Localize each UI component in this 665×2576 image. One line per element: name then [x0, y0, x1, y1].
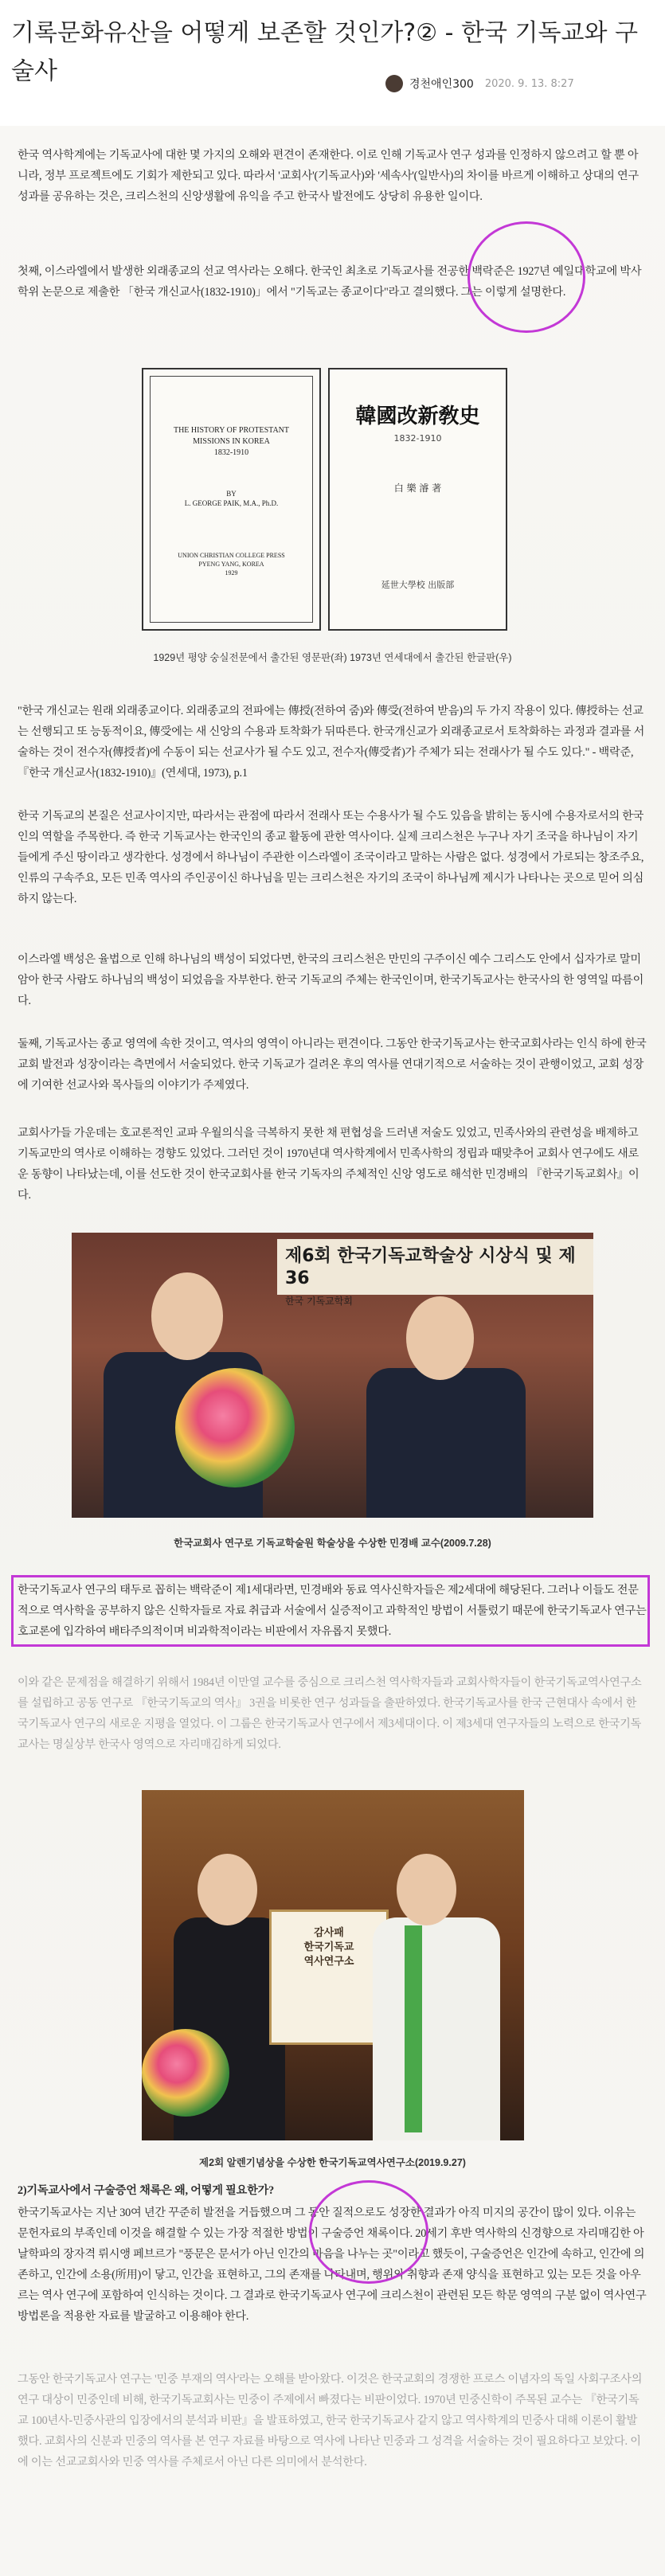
person-right-suit	[366, 1368, 526, 1518]
paragraph-minjung: 그동안 한국기독교사 연구는 '민중 부재의 역사'라는 오해를 받아왔다. 이것은 한국교회의 경쟁한 프로스 이념자의 독일 사회구조사의 연구 대상이 민중인데 비해, 한국기독교회사는 민중이 주제에서 빠졌다는 비판이었다. 1970년 민중신학이 주목된 교수는 『한국기독교 100년사-민중사관의 입장에서의 분석과 비판』을 발표하였고, 한국 한국기독교사 같지 않고 역사학계의 민중사 대해 이론이 활발했다. 교회사의 신분과 민중의 역사를 본 연구 자료를 바탕으로 역사에 나타난 민중과 그 성격을 서술하는 것이 필요하다고 보았다. 이에 이는 선교교회사와 민중 역사를 주체로서 아닌 다른 의미에서 분석한다.	[18, 2373, 643, 2469]
award-photo-2	[142, 1790, 524, 2140]
person-left-face	[151, 1272, 223, 1360]
paragraph-first-misconception: 첫째, 이스라엘에서 발생한 외래종교의 선교 역사라는 오해다. 한국인 최초로 기독교사를 전공한 백락준은 1927년 예일대학교에 박사학위 논문으로 제출한 「한국 개신교사(1832-1910)」에서 "기독교는 종교이다"라고 결의했다. 그는 이렇게 설명한다.	[18, 265, 642, 299]
highlight-box	[11, 1575, 650, 1647]
paragraph-intro: 한국 역사학계에는 기독교사에 대한 몇 가지의 오해와 편견이 존재한다. 이로 인해 기독교사 연구 성과를 인정하지 않으려고 할 뿐 아니라, 정부 프로젝트에도 기회가 제한되고 있다. 따라서 '교회사'(기독교사)와 '세속사'(일반사)의 차이를 바르게 이해하고 상대의 연구 성과를 공유하는 것은, 크리스천의 신앙생활에 유익을 주고 한국사 발전에도 상당히 유용한 일이다.	[18, 149, 639, 203]
book-cover-korean	[328, 368, 507, 631]
paragraph-israel: 이스라엘 백성은 율법으로 인해 하나님의 백성이 되었다면, 한국의 크리스천은 만민의 구주이신 예수 그리스도 안에서 십자가로 말미암아 한국 사람도 하나님의 백성이 되었음을 자부한다. 한국 기독교의 주체는 한국인이며, 한국기독교사는 한국사의 한 영역일 따름이다.	[18, 953, 644, 1007]
book-title-english: THE HISTORY OF PROTESTANT MISSIONS IN KOREA 1832-1910	[173, 426, 290, 457]
book-subtitle-korean: 1832-1910	[393, 433, 442, 444]
avatar-icon[interactable]	[385, 75, 403, 92]
paragraph-quote: "한국 개신교는 원래 외래종교이다. 외래종교의 전파에는 傳授(전하여 줌)와 傳受(전하여 받음)의 두 가지 작용이 있다. 傳授하는 선교는 선행되고 또 능동적이요, 傳受에는 새 신앙의 수용과 토착화가 뒤따른다. 한국개신교가 외래종교로서 토착화하는 과정과 결과를 서술하는 것이 전수자(傳授者)에 수동이 되는 선교사가 될 수도 있고, 전수자(傳受者)가 주체가 되는 전래사가 될 수도 있다." - 백락준, 『한국 개신교사(1832-1910)』(연세대, 1973), p.1	[18, 705, 645, 780]
award-photo-1	[72, 1233, 593, 1518]
flower-bouquet	[175, 1368, 295, 1487]
paragraph-oral-history: 한국기독교사는 지난 30여 년간 꾸준히 발전을 거듭했으며 그 동안 질적으로도 성장한 결과가 아직 미지의 공간이 많이 있다. 이유는 문헌자료의 부족인데 이것을 해결할 수 있는 가장 적절한 방법이 구술증언 채록이다. 20세기 후반 역사학의 신경향으로 자리매김한 아날학파의 장자격 뤼시앵 페브르가 "풍문은 문서가 아닌 인간의 마음을 나누는 곳"이라고 했듯이, 구술증언은 인간에 속하고, 인간에 의존하고, 인간에 소용(所用)이 닿고, 인간을 표현하고, 그의 존재를 나타내며, 행위와 취향과 존재 양식을 표현하고 있는 모든 것을 아우르는 역사 연구에 포함하여 인식하는 것이다. 그 결과로 한국기독교사 연구에 크리스천이 관련된 모든 학문 영역의 구분 없이 역사연구 방법론을 적용한 자료를 발굴하고 이용해야 한다.	[18, 2207, 647, 2323]
flower-arrangement	[142, 2029, 229, 2117]
book-author-korean: 白 樂 濬 著	[393, 483, 442, 494]
author-name[interactable]: 경천애인300	[409, 78, 474, 91]
award-caption-1: 한국교회사 연구로 기독교학술원 학술상을 수상한 민경배 교수(2009.7.28)	[174, 1538, 491, 1549]
book-author-english: BY L. GEORGE PAIK, M.A., Ph.D.	[184, 490, 279, 507]
paragraph-research-institute: 이와 같은 문제점을 해결하기 위해서 1984년 이만열 교수를 중심으로 크리스천 역사학자들과 교회사학자들이 한국기독교역사연구소를 설립하고 공동 연구로 『한국기독교의 역사』 3권을 비롯한 연구 성과들을 출판하였다. 한국기독교사를 한국 근현대사 속에서 한국기독교사 연구의 새로운 지평을 열었다. 이 그룹은 한국기독교사 연구에서 제3세대이다. 이 제3세대 연구자들의 노력으로 한국기독교사는 명실상부 한국사 영역으로 자리매김하게 되었다.	[18, 1676, 642, 1751]
photo-banner	[277, 1239, 593, 1307]
person-right-robe	[373, 1917, 500, 2140]
person-left-face	[198, 1854, 257, 1925]
highlight-circle	[467, 221, 585, 333]
book-title-korean: 韓國改新敎史	[355, 405, 480, 428]
green-stole	[405, 1925, 422, 2132]
book-caption: 1929년 평양 숭실전문에서 출간된 영문판(좌) 1973년 연세대에서 출간된 한글판(우)	[153, 652, 512, 663]
highlight-circle-2	[309, 2180, 428, 2284]
book-publisher-english: UNION CHRISTIAN COLLEGE PRESS PYENG YANG, KOREA 1929	[178, 552, 285, 577]
paragraph-church-historians: 교회사가들 가운데는 호교론적인 교파 우월의식을 극복하지 못한 채 편협성을 드러낸 저술도 있었고, 민족사와의 관련성을 배제하고 기독교만의 역사로 이해하는 경향도 있었다. 그러던 것이 1970년대 역사학계에서 민족사학의 정립과 때맞추어 교회사 연구에도 새로운 동향이 나타났는데, 이를 선도한 것이 한국교회사를 한국 기독자의 주체적인 신앙 영도로 해석한 민경배의 『한국기독교회사』이다.	[18, 1127, 640, 1202]
author-row	[385, 73, 574, 94]
photo-banner-title: 제6회 한국기독교학술상 시상식 및 제36	[285, 1246, 576, 1288]
paragraph-generations: 한국기독교사 연구의 태두로 꼽히는 백락준이 제1세대라면, 민경배와 동료 역사신학자들은 제2세대에 해당된다. 그러나 이들도 전문적으로 역사학을 공부하지 않은 신학자들로 자료 취급과 서술에서 실증적이고 과학적인 방법이 서툴렀기 때문에 한국기독교사 연구는 호교론에 입각하여 배타주의적이며 비과학적이라는 비판에서 자유롭지 못했다.	[18, 1584, 647, 1638]
award-caption-2: 제2회 알렌기념상을 수상한 한국기독교역사연구소(2019.9.27)	[199, 2157, 466, 2168]
paragraph-essence: 한국 기독교의 본질은 선교사이지만, 따라서는 관점에 따라서 전래사 또는 수용사가 될 수도 있음을 밝히는 동시에 수용자로서의 한국인의 역할을 주목한다. 즉 한국 기독교사는 한국인의 종교 활동에 관한 역사이다. 실제 크리스천은 누구나 자기 조국을 하나님이 자기들에게 주신 땅이라고 생각한다. 성경에서 하나님이 주관한 이스라엘이 조국이라고 말하는 사람은 없다. 성경에서 가로되는 창조주요, 인류의 구속주요, 모든 민족 역사의 주인공이신 하나님을 믿는 크리스천은 자기의 조국이 하나님께 제시가 나타나는 곳으로 믿어 의심하지 않는다.	[18, 810, 644, 905]
person-right-face	[406, 1296, 474, 1380]
section-heading-oral-history: 2)기독교사에서 구술증언 채록은 왜, 어떻게 필요한가?	[18, 2184, 275, 2197]
person-right-face	[397, 1854, 456, 1925]
award-plaque	[269, 1910, 389, 2045]
photo-banner-subtitle: 한국 기독교학회	[285, 1296, 353, 1307]
post-date: 2020. 9. 13. 8:27	[484, 77, 574, 90]
paragraph-second-misconception: 둘째, 기독교사는 종교 영역에 속한 것이고, 역사의 영역이 아니라는 편견이다. 그동안 한국기독교사는 한국교회사라는 인식 하에 한국교회 발전과 성장이라는 측면에서 서술되었다. 한국 기독교가 걸려온 후의 역사를 연대기적으로 서술하는 것이 관행이었고, 교회 성장에 기여한 선교사와 목사들의 이야기가 주제였다.	[18, 1038, 647, 1092]
book-cover-english	[142, 368, 321, 631]
plaque-text: 감사패 한국기독교 역사연구소	[303, 1927, 354, 1968]
post-title: 기록문화유산을 어떻게 보존할 것인가?② - 한국 기독교와 구술사	[11, 19, 638, 85]
book-publisher-korean: 延世大學校 出版部	[381, 580, 455, 590]
